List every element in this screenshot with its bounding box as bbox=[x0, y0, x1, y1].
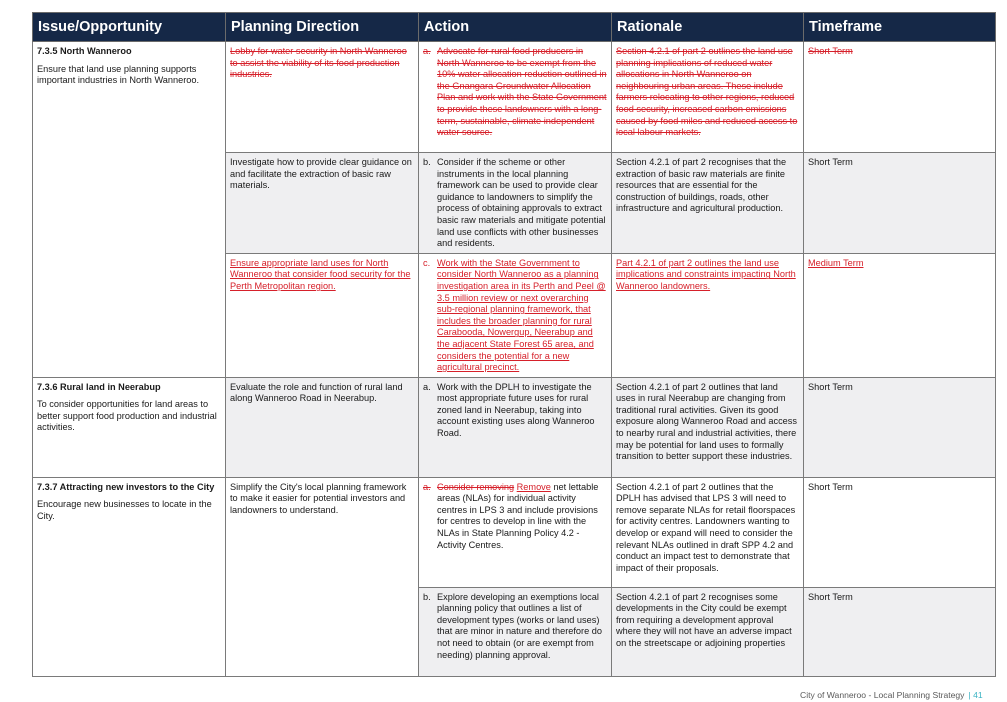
action-cell: b. Consider if the scheme or other instruments in the local planning framework can be used to provide clear guidance to landowners to simplify the process of obtaining approvals to extract basic raw materials and mitigate potential land use conflicts with other businesses and residents. bbox=[419, 153, 612, 254]
action-cell: a. Consider removing Remove net lettable areas (NLAs) for individual activity centres in LPS 3 and include provisions for centres to develop in line with the NLAs in State Planning Policy 4.2 - Activity Centres. bbox=[419, 477, 612, 587]
timeframe-cell: Short Term bbox=[804, 377, 996, 477]
table-row bbox=[33, 377, 996, 477]
action-cell: a. Work with the DPLH to investigate the most appropriate future uses for rural zoned land in Neerabup, taking into account existing uses along Wanneroo Road. bbox=[419, 377, 612, 477]
issue-title: 7.3.6 Rural land in Neerabup bbox=[37, 381, 161, 392]
table-row bbox=[33, 477, 996, 587]
timeframe-cell: Short Term bbox=[804, 587, 996, 676]
header-issue: Issue/Opportunity bbox=[33, 13, 226, 42]
timeframe-cell: Short Term bbox=[804, 477, 996, 587]
timeframe-cell: Short Term bbox=[804, 153, 996, 254]
timeframe-cell: Medium Term bbox=[804, 253, 996, 377]
page-footer bbox=[800, 690, 983, 700]
direction-cell: Lobby for water security in North Wanneroo to assist the viability of its food production industries. bbox=[226, 42, 419, 153]
table-row bbox=[33, 42, 996, 153]
issue-description: To consider opportunities for land areas to better support food production and industrial activities. bbox=[37, 399, 217, 433]
table-header-row bbox=[33, 13, 996, 42]
issue-cell-investors bbox=[33, 477, 226, 676]
issue-cell-north-wanneroo bbox=[33, 42, 226, 378]
direction-cell: Ensure appropriate land uses for North Wanneroo that consider food security for the Perth Metropolitan region. bbox=[226, 253, 419, 377]
header-timeframe: Timeframe bbox=[804, 13, 996, 42]
action-cell: b. Explore developing an exemptions local planning policy that outlines a list of development types (works or land uses) that are minor in nature and therefore do not need to obtain (or are exempt from needing) planning approval. bbox=[419, 587, 612, 676]
header-action: Action bbox=[419, 13, 612, 42]
direction-cell: Simplify the City's local planning framework to make it easier for potential investors and landowners to understand. bbox=[226, 477, 419, 676]
action-cell: c. Work with the State Government to consider North Wanneroo as a planning investigation area in its Perth and Peel @ 3.5 million review or next overarching sub-regional planning framework, that includes the broader planning for rural Carabooda, Nowergup, Neerabup and the adjacent State Forest 65 area, and considers the potential for a new agricultural precinct. bbox=[419, 253, 612, 377]
rationale-cell: Section 4.2.1 of part 2 outlines the land use planning implications of reduced water allocations in North Wanneroo on neighbouring urban areas. These include farmers relocating to other regions, reduced food security, increased carbon emissions caused by food miles and reduced access to local labour markets. bbox=[612, 42, 804, 153]
rationale-cell: Section 4.2.1 of part 2 recognises some developments in the City could be exempt from requiring a development approval where they will not have an adverse impact on the streetscape or adjoining properties bbox=[612, 587, 804, 676]
issue-title: 7.3.5 North Wanneroo bbox=[37, 46, 132, 56]
issue-cell-neerabup bbox=[33, 377, 226, 477]
action-cell: a. Advocate for rural food producers in North Wanneroo to be exempt from the 10% water allocation reduction outlined in the Gnangara Groundwater Allocation Plan and work with the State Government to provide these landowners with a long-term, sustainable, climate independent water source. bbox=[419, 42, 612, 153]
issue-title: 7.3.7 Attracting new investors to the City bbox=[37, 481, 215, 492]
rationale-cell: Part 4.2.1 of part 2 outlines the land use implications and constraints impacting North Wanneroo landowners. bbox=[612, 253, 804, 377]
issue-description: Ensure that land use planning supports important industries in North Wanneroo. bbox=[37, 63, 200, 86]
header-rationale: Rationale bbox=[612, 13, 804, 42]
rationale-cell: Section 4.2.1 of part 2 recognises that the extraction of basic raw materials are finite resources that are essential for the construction of buildings, roads, other infrastructure and agricultural production. bbox=[612, 153, 804, 254]
direction-cell: Evaluate the role and function of rural land along Wanneroo Road in Neerabup. bbox=[226, 377, 419, 477]
page-number: | 41 bbox=[968, 690, 983, 700]
footer-title: City of Wanneroo - Local Planning Strategy bbox=[800, 690, 965, 700]
timeframe-cell: Short Term bbox=[804, 42, 996, 153]
rationale-cell: Section 4.2.1 of part 2 outlines that land uses in rural Neerabup are changing from traditional rural activities. Given its good exposure along Wanneroo Road and access to nearby rural and industrial activities, there may be potential for land uses to formally transition to better support these industries. bbox=[612, 377, 804, 477]
rationale-cell: Section 4.2.1 of part 2 outlines that the DPLH has advised that LPS 3 will need to remove separate NLAs for retail floorspaces for activity centres. Landowners wanting to develop or expand will need to consider the relevant NLAs outlined in draft SPP 4.2 and conduct an impact test to demonstrate that impact of their proposals. bbox=[612, 477, 804, 587]
planning-table bbox=[32, 12, 996, 677]
issue-description: Encourage new businesses to locate in the City. bbox=[37, 499, 212, 521]
direction-cell: Investigate how to provide clear guidance on and facilitate the extraction of basic raw materials. bbox=[226, 153, 419, 254]
header-planning-direction: Planning Direction bbox=[226, 13, 419, 42]
